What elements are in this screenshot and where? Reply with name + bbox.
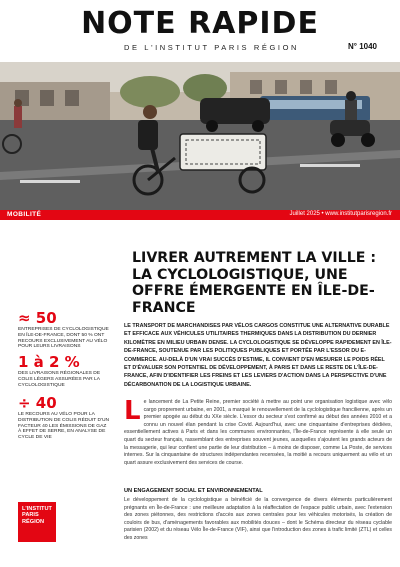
issue-number: N° 1040 xyxy=(348,42,377,51)
stat-emissions xyxy=(18,395,110,441)
article-body xyxy=(124,396,392,467)
cargo-bike-street-scene xyxy=(0,62,400,210)
institut-logo xyxy=(18,502,56,542)
publication-subtitle: DE L'INSTITUT PARIS RÉGION xyxy=(124,43,300,52)
stat-share-deliveries xyxy=(18,354,110,388)
article-headline: LIVRER AUTREMENT LA VILLE : LA CYCLOLOGISTIQUE, UNE OFFRE ÉMERGENTE EN ÎLE-DE-FRANCE xyxy=(132,250,377,316)
key-figures-column xyxy=(0,220,108,567)
logo-line: PARIS xyxy=(22,512,39,519)
category-bar xyxy=(0,210,400,220)
drop-cap: L xyxy=(124,396,141,426)
category-label: MOBILITÉ xyxy=(7,211,42,218)
stat-description: ENTREPRISES DE CYCLOLOGISTIQUE EN ÎLE-DE-FRANCE, DONT 50 % ONT RECOURS EXCLUSIVEMENT AU VÉLO POUR LEURS LIVRAISONS xyxy=(18,327,109,350)
masthead xyxy=(0,0,400,62)
article-lead: LE TRANSPORT DE MARCHANDISES PAR VÉLOS CARGOS CONSTITUE UNE ALTERNATIVE DURABLE ET EFFICACE AUX VÉHICULES UTILITAIRES THERMIQUES DANS LA DISTRIBUTION DU DERNIER KILOMÈTRE EN MILIEU URBAIN DENSE. LA CYCLOLOGISTIQUE SE DÉVELOPPE RAPIDEMENT EN ÎLE-DE-FRANCE, SOUTENUE PAR LES POLITIQUES PUBLIQUES ET PORTÉE PAR L'ESSOR DU E-COMMERCE. AU-DELÀ D'UN VRAI SUCCÈS D'ESTIME, IL CONVIENT D'EN MESURER LE POIDS RÉEL ET D'ÉVALUER SON POTENTIEL DE DÉVELOPPEMENT, À PARIS ET DANS LE RESTE DE L'ÎLE-DE-FRANCE, AFIN D'IDENTIFIER LES FREINS ET LES LEVIERS D'ACTION DANS LA PERSPECTIVE D'UNE DÉCARBONATION DE LA LOGISTIQUE URBAINE. xyxy=(124,323,392,388)
section-paragraph: Le développement de la cyclologistique a bénéficié de la convergence de divers éléments particulièrement prégnants en Île-de-France : une meilleure adaptation à la réaffectation de l'espace public urbain, avec l'extension des zones piétonnes, des restrictions d'accès aux zones centrales pour les véhicules motorisés, la création de couloirs de bus, d'aménagements favorables aux mobilités douces – dont le Schéma directeur du réseau cyclable parisien (2002) et du réseau Vélo Île-de-France (VIF), ainsi que l'introduction des zones à trafic limité (ZTL) et celles des zones xyxy=(124,497,392,541)
publication-date-url: Juillet 2025 • www.institutparisregion.fr xyxy=(289,211,392,217)
stat-value: ÷ 40 xyxy=(18,394,57,412)
stat-value: 1 à 2 % xyxy=(18,353,80,371)
logo-line: RÉGION xyxy=(22,518,45,525)
publication-title: NOTE RAPIDE xyxy=(81,6,319,41)
body-paragraph: e lancement de La Petite Reine, premier société à mettre au point une organisation logistique avec vélo cargo proprement urbaine, en 2001, a marqué le renouvellement de la cyclologistique francilienne, après un premier apogée au début du XXe siècle. L'essor du secteur s'est confirmé au début des années 2010 et a connu un nouvel élan pendant la crise Covid. Aujourd'hui, avec une cinquantaine d'entreprises dédiées, essentiellement actives à Paris et dans les communes environnantes, l'Île-de-France représente à elle seule un quart du secteur français, rassemblant des entreprises souvent jeunes, auxquelles s'ajoutent les grands acteurs de la messagerie, qui leur confient une partie de leur distribution – à moins de disposer, comme La Poste, de services internes. Sur la cinquantaine de structures indépendantes recensées, la moitié a recours uniquement au vélo et un quart assure exclusivement des services de course. xyxy=(124,399,392,466)
stat-description: LE RECOURS AU VÉLO POUR LA DISTRIBUTION DE COLIS RÉDUIT D'UN FACTEUR 40 LES ÉMISSIONS DE GAZ À EFFET DE SERRE, EN ANALYSE DE CYCLE DE VIE xyxy=(18,412,110,441)
stat-companies xyxy=(18,310,110,350)
stat-value: ≈ 50 xyxy=(18,309,57,327)
section-heading: UN ENGAGEMENT SOCIAL ET ENVIRONNEMENTAL xyxy=(124,488,263,494)
stat-description: DES LIVRAISONS RÉGIONALES DE COLIS LÉGERS ASSURÉES PAR LA CYCLOLOGISTIQUE xyxy=(18,371,101,388)
logo-line: L'INSTITUT xyxy=(22,506,52,512)
cover-photo xyxy=(0,62,400,210)
